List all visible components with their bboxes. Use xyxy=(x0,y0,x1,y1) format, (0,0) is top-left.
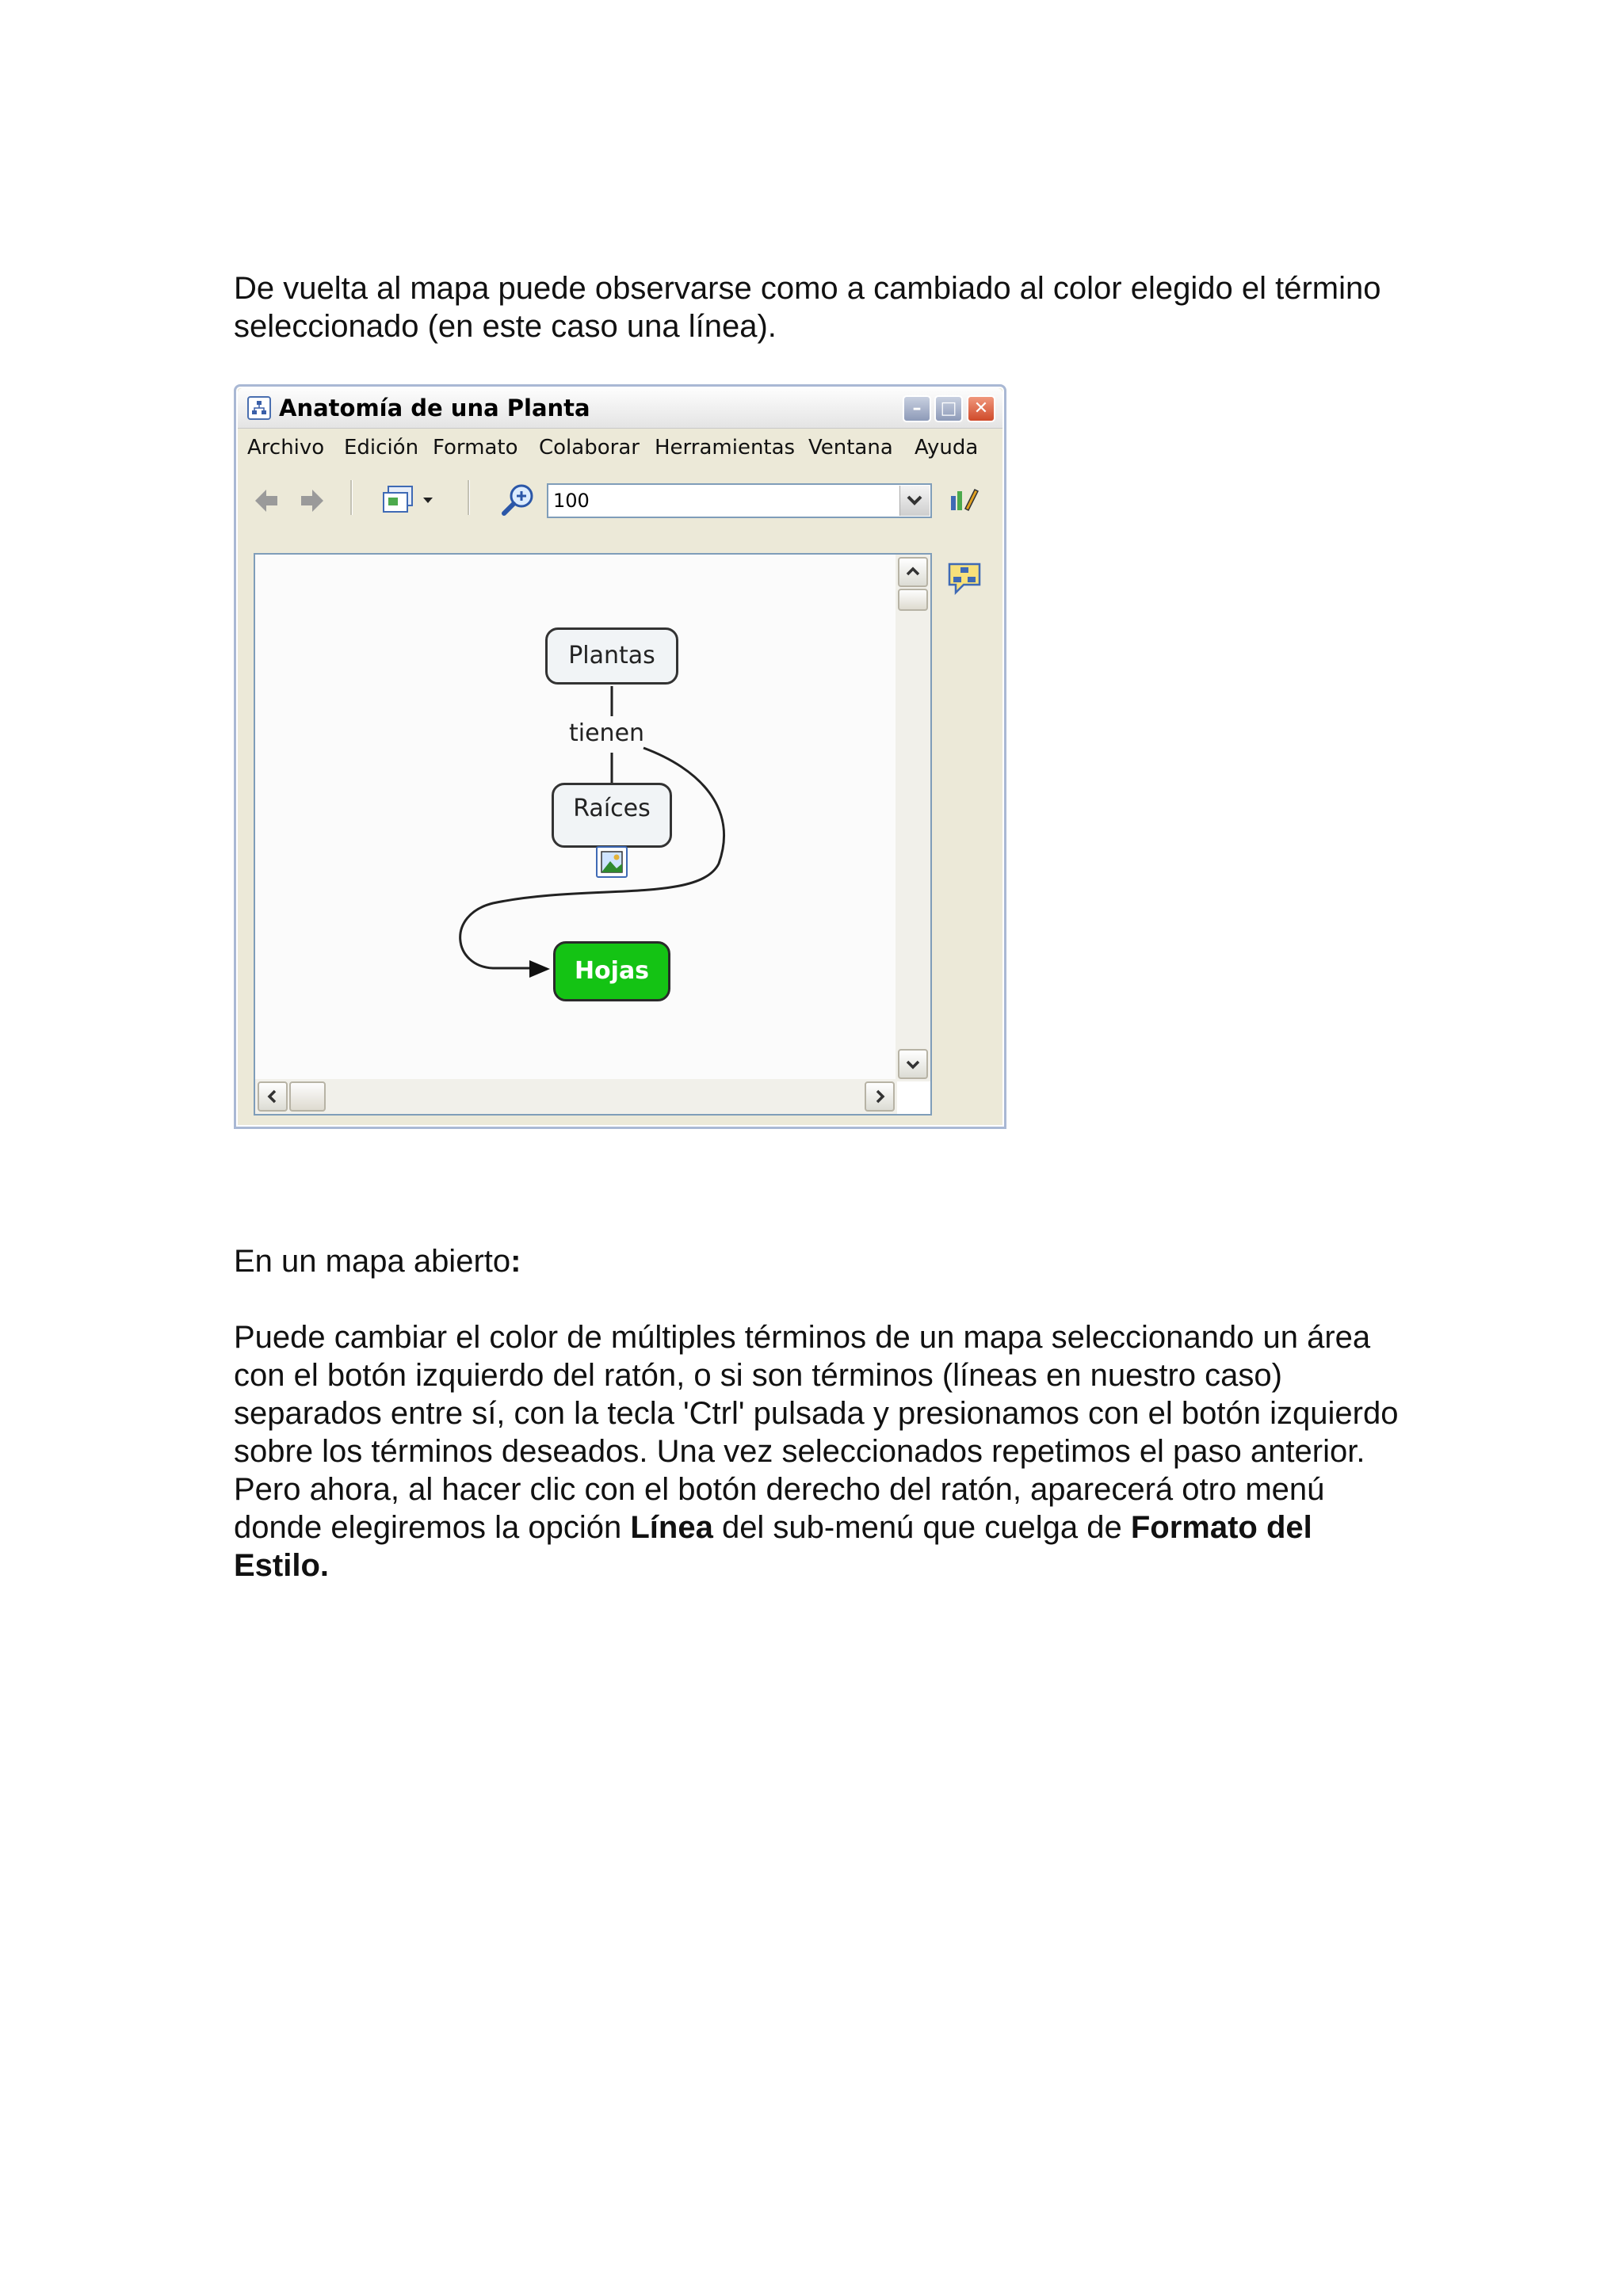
view-dropdown-icon[interactable] xyxy=(380,483,441,517)
menu-edicion[interactable]: Edición xyxy=(344,436,419,460)
image-resource-icon[interactable] xyxy=(596,846,628,878)
scroll-down-button[interactable] xyxy=(898,1049,928,1079)
concept-node-hojas[interactable]: Hojas xyxy=(553,941,670,1001)
section-heading xyxy=(234,1242,1407,1280)
concept-map-canvas[interactable] xyxy=(255,555,897,1081)
intro-paragraph: De vuelta al mapa puede observarse como a cambiado al color elegido el término seleccionado (en este caso una línea). xyxy=(234,271,1381,344)
instructions-text-1: Puede cambiar el color de múltiples términos de un mapa seleccionando un área con el botón izquierdo del ratón, o si son términos (líneas en nuestro caso) separados entre sí, con la tecla 'Ctrl' pulsada y presionamos con el botón izquierdo sobre los términos deseados. Una vez seleccionados repetimos el paso anterior. Pero ahora, al hacer clic con el botón derecho del ratón, aparecerá otro menú donde elegiremos la opción xyxy=(234,1320,1399,1545)
heading-text: En un mapa abierto xyxy=(234,1244,511,1279)
scroll-up-button[interactable] xyxy=(898,557,928,587)
window-title: Anatomía de una Planta xyxy=(279,395,590,421)
chevron-down-icon xyxy=(899,1051,926,1077)
toolbar xyxy=(241,471,999,528)
close-button[interactable]: ✕ xyxy=(967,395,995,422)
concept-node-raices[interactable]: Raíces xyxy=(552,783,672,848)
heading-colon: : xyxy=(510,1244,521,1279)
horizontal-scrollbar[interactable] xyxy=(255,1079,897,1114)
menu-colaborar[interactable]: Colaborar xyxy=(539,436,640,460)
zoom-dropdown-button[interactable] xyxy=(899,486,930,516)
toolbar-separator xyxy=(350,480,353,515)
menu-herramientas[interactable]: Herramientas xyxy=(655,436,796,460)
chevron-left-icon xyxy=(259,1083,286,1110)
forward-arrow-icon[interactable] xyxy=(298,486,327,515)
toolbar-separator xyxy=(468,480,470,515)
menu-ayuda[interactable]: Ayuda xyxy=(915,436,979,460)
horizontal-scroll-thumb[interactable] xyxy=(289,1081,326,1112)
instructions-bold-formato: Formato del Estilo. xyxy=(234,1510,1312,1583)
map-viewport xyxy=(254,553,932,1116)
style-palette-icon[interactable] xyxy=(948,485,981,517)
menu-bar xyxy=(241,433,999,464)
instructions-text-2: del sub-menú que cuelga de xyxy=(712,1510,1131,1545)
menu-ventana[interactable]: Ventana xyxy=(808,436,893,460)
scroll-left-button[interactable] xyxy=(258,1081,288,1112)
menu-formato[interactable]: Formato xyxy=(433,436,518,460)
chevron-right-icon xyxy=(866,1083,893,1110)
chevron-down-icon xyxy=(900,486,929,514)
cmap-window xyxy=(234,384,1006,1129)
vertical-scrollbar[interactable] xyxy=(896,555,930,1081)
chevron-up-icon xyxy=(899,559,926,585)
vertical-scroll-thumb[interactable] xyxy=(898,589,928,611)
instructions-bold-linea: Línea xyxy=(630,1510,713,1545)
zoom-icon[interactable] xyxy=(499,482,537,520)
scroll-right-button[interactable] xyxy=(865,1081,895,1112)
maximize-button[interactable]: □ xyxy=(934,395,963,422)
concept-node-plantas[interactable]: Plantas xyxy=(545,627,678,685)
linking-phrase-tienen[interactable]: tienen xyxy=(569,719,645,747)
collaboration-icon[interactable] xyxy=(946,559,983,596)
minimize-button[interactable]: – xyxy=(903,395,931,422)
menu-archivo[interactable]: Archivo xyxy=(247,436,325,460)
back-arrow-icon[interactable] xyxy=(252,486,281,515)
zoom-value: 100 xyxy=(553,490,590,512)
title-bar[interactable] xyxy=(238,388,1002,429)
instructions-paragraph xyxy=(234,1318,1407,1585)
zoom-combobox[interactable] xyxy=(547,483,932,518)
app-icon xyxy=(247,396,271,420)
